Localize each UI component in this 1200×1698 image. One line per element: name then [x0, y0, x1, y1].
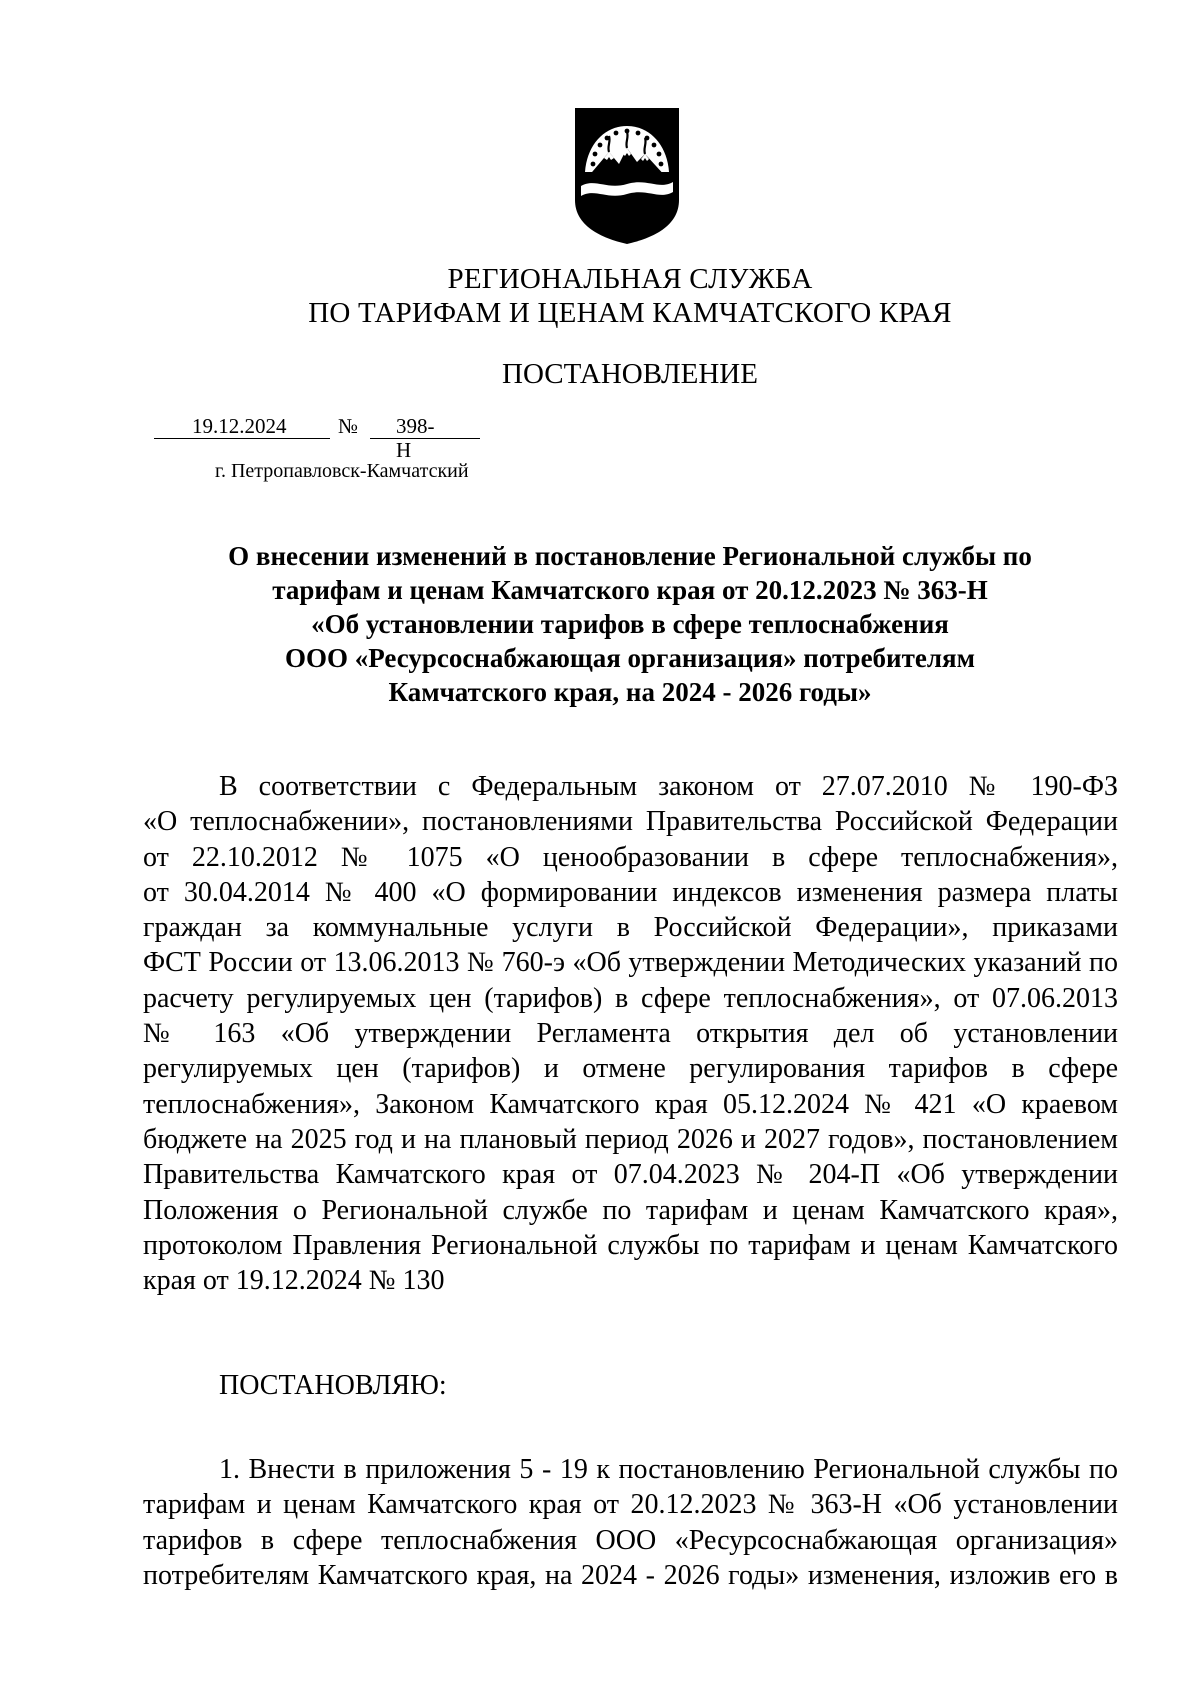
title-line: тарифам и ценам Камчатского края от 20.12.2023 № 363-Н [272, 575, 988, 605]
document-type: ПОСТАНОВЛЕНИЕ [502, 358, 758, 390]
coat-of-arms-icon [573, 108, 681, 244]
preamble-line: ФСТ России от 13.06.2013 № 760-э «Об утверждении Методических указаний по [143, 947, 1118, 979]
preamble-line: регулируемых цен (тарифов) и отмене регулирования тарифов в сфере [143, 1053, 1118, 1085]
preamble-line: от 22.10.2012 № 1075 «О ценообразовании в сфере теплоснабжения», [143, 841, 1118, 873]
preamble-line: бюджете на 2025 год и на плановый период 2026 и 2027 годов», постановлением [143, 1123, 1118, 1155]
decree-word: ПОСТАНОВЛЯЮ: [219, 1370, 447, 1401]
number-sign: № [338, 414, 359, 438]
item-1-line: тарифам и ценам Камчатского края от 20.12.2023 № 363-Н «Об установлении [143, 1489, 1118, 1521]
preamble-line: теплоснабжения», Законом Камчатского края 05.12.2024 № 421 «О краевом [143, 1088, 1118, 1120]
title-line: Камчатского края, на 2024 - 2026 годы» [388, 677, 872, 707]
document-title [150, 539, 1110, 709]
preamble-line: «О теплоснабжении», постановлениями Правительства Российской Федерации [143, 806, 1118, 838]
document-number: 398-Н [396, 414, 435, 462]
item-1-line: тарифов в сфере теплоснабжения ООО «Ресурсоснабжающая организация» [143, 1524, 1118, 1556]
preamble-line: В соответствии с Федеральным законом от 27.07.2010 № 190-ФЗ [219, 771, 1118, 802]
preamble-line: от 30.04.2014 № 400 «О формировании индексов изменения размера платы [143, 876, 1118, 908]
preamble-line: Правительства Камчатского края от 07.04.2023 № 204-П «Об утверждении [143, 1159, 1118, 1191]
agency-name-line-2: ПО ТАРИФАМ И ЦЕНАМ КАМЧАТСКОГО КРАЯ [308, 297, 952, 329]
title-line: ООО «Ресурсоснабжающая организация» потребителям [284, 643, 976, 673]
preamble-line: Положения о Региональной службе по тарифам и ценам Камчатского края», [143, 1194, 1118, 1226]
city-name: г. Петропавловск-Камчатский [215, 460, 469, 482]
preamble-line: № 163 «Об утверждении Регламента открытия дел об установлении [143, 1018, 1118, 1050]
item-1-line: потребителям Камчатского края, на 2024 - 2026 годы» изменения, изложив его в [143, 1559, 1118, 1591]
title-line: О внесении изменений в постановление Региональной службы по [228, 541, 1032, 571]
title-line: «Об установлении тарифов в сфере теплоснабжения [311, 609, 949, 639]
preamble-paragraph [143, 769, 1118, 1298]
preamble-line: края от 19.12.2024 № 130 [143, 1265, 445, 1297]
preamble-line: расчету регулируемых цен (тарифов) в сфере теплоснабжения», от 07.06.2013 [143, 982, 1118, 1014]
preamble-line: протоколом Правления Региональной службы по тарифам и ценам Камчатского [143, 1229, 1118, 1261]
agency-name-line-1: РЕГИОНАЛЬНАЯ СЛУЖБА [447, 263, 813, 295]
item-1-paragraph [143, 1452, 1118, 1593]
preamble-line: граждан за коммунальные услуги в Российской Федерации», приказами [143, 912, 1118, 944]
document-date: 19.12.2024 [192, 414, 287, 438]
item-1-line: 1. Внести в приложения 5 - 19 к постановлению Региональной службы по [219, 1454, 1118, 1485]
